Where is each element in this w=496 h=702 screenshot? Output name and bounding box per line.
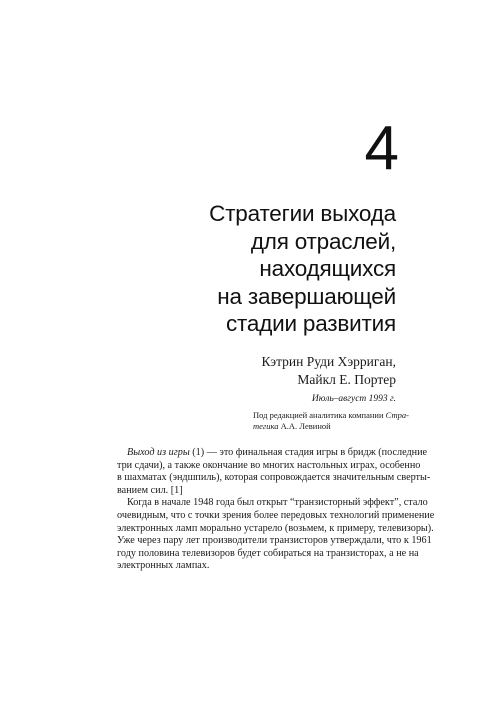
editor-note: [253, 410, 409, 432]
editor-note-line: [253, 421, 396, 432]
chapter-title: [96, 200, 396, 338]
chapter-title-line: стадии развития: [225, 311, 396, 336]
chapter-title-line: на завершающей: [217, 283, 396, 309]
publication-date: Июль–август 1993 г.: [311, 394, 396, 404]
chapter-number: 4: [364, 114, 399, 183]
editor-note-editor: А.А. Левиной: [280, 421, 331, 431]
chapter-title-line: находящихся: [259, 256, 396, 281]
author-name: Майкл Е. Портер: [297, 372, 396, 387]
paragraph-line: в шахматах (эндшпиль), которая сопровождается значительным сверты-: [117, 472, 431, 484]
author-name: Кэтрин Руди Хэрриган,: [261, 354, 396, 369]
authors: [136, 353, 396, 389]
chapter-title-line: Стратегии выхода: [209, 201, 396, 226]
paragraph-line: три сдачи), а также окончание во многих настольных играх, особенно: [117, 459, 421, 471]
paragraph-line: году половина телевизоров будет собираться на транзисторах, а не на: [117, 547, 419, 559]
term: Выход из игры: [127, 447, 190, 458]
paragraph-line: электронных ламп морально устарело (возьмем, к примеру, телевизоры).: [117, 522, 434, 534]
paragraph-line: очевидным, что с точки зрения более передовых технологий применение: [117, 509, 435, 521]
editor-note-company: тегика: [253, 421, 279, 431]
paragraph-line: [117, 447, 428, 460]
paragraph-line: Когда в начале 1948 года был открыт “транзисторный эффект”, стало: [127, 497, 428, 509]
editor-note-line: [253, 410, 409, 421]
body-text: [117, 447, 435, 573]
editor-note-text: Под редакцией аналитика компании: [253, 410, 384, 420]
editor-note-company: Стра-: [385, 410, 409, 420]
chapter-title-line: для отраслей,: [250, 228, 396, 254]
paragraph-text: (1) — это финальная стадия игры в бридж (последние: [189, 447, 428, 458]
paragraph-line: электронных лампах.: [117, 560, 210, 572]
paragraph-line: Уже через пару лет производители транзисторов утверждали, что к 1961: [117, 535, 432, 547]
paragraph-line: ванием сил. [1]: [117, 484, 183, 496]
